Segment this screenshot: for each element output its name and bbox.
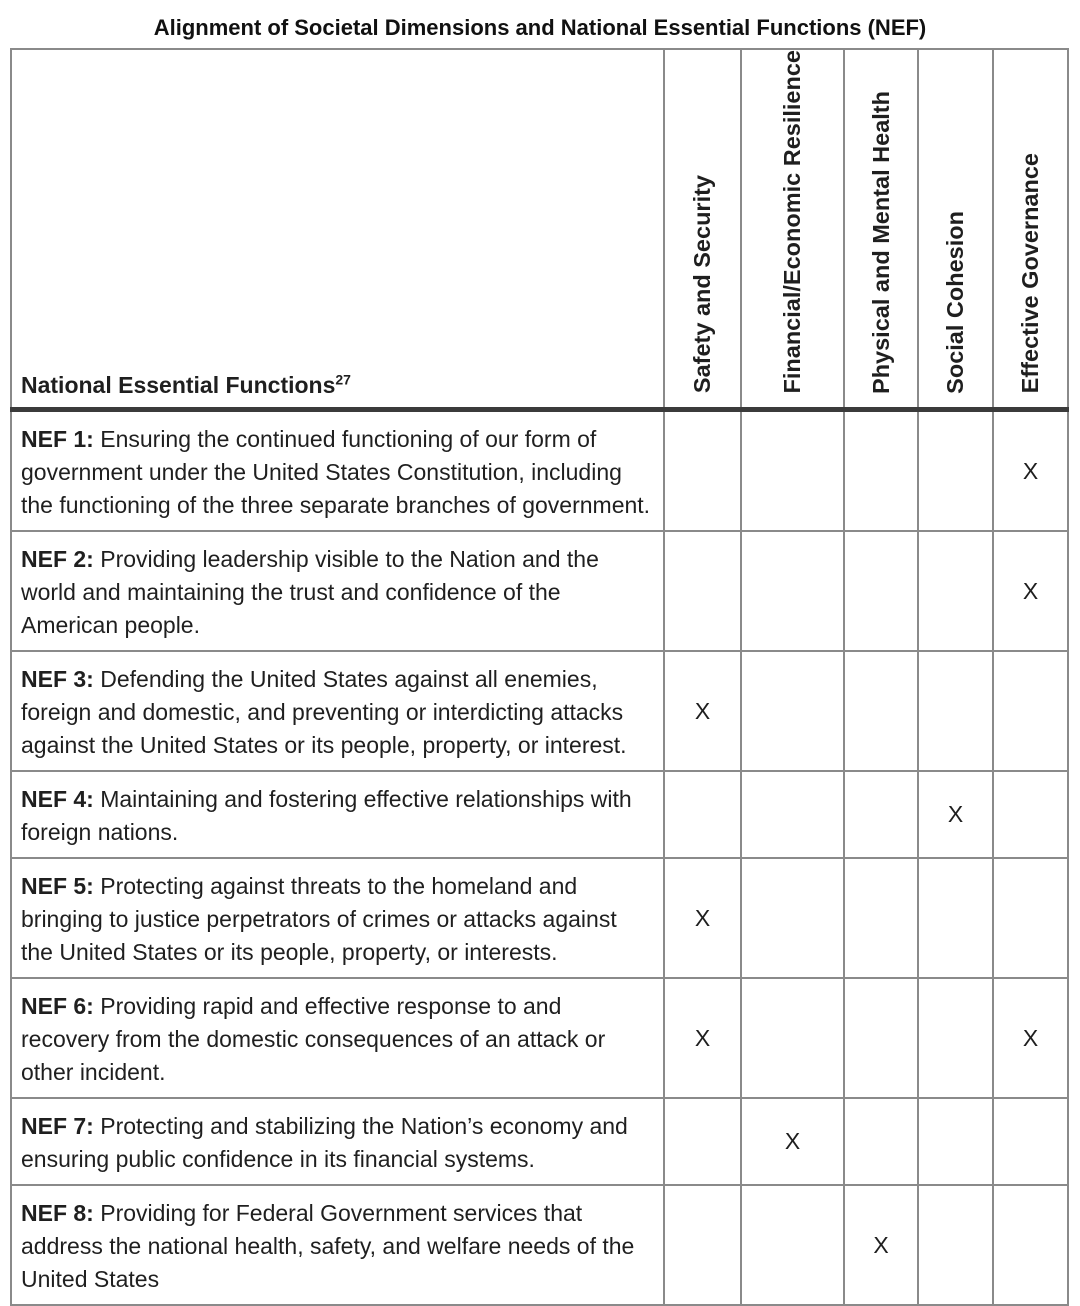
column-header-financial-economic-resilience	[741, 49, 844, 410]
mark-cell	[844, 858, 918, 978]
mark-cell	[741, 771, 844, 858]
row-header-footnote: 27	[335, 371, 351, 388]
mark-cell	[664, 410, 741, 532]
column-header-safety-and-security	[664, 49, 741, 410]
nef-description-cell	[11, 1098, 664, 1185]
mark-cell	[918, 858, 993, 978]
mark-cell	[741, 410, 844, 532]
mark-cell: X	[993, 531, 1068, 651]
nef-description-cell	[11, 1185, 664, 1305]
mark-cell	[993, 858, 1068, 978]
mark-cell	[844, 1098, 918, 1185]
nef-description-cell	[11, 858, 664, 978]
mark-cell: X	[993, 978, 1068, 1098]
table-row-nef-2	[11, 531, 1068, 651]
table-row-nef-1	[11, 410, 1068, 532]
mark-cell: X	[844, 1185, 918, 1305]
nef-description-cell	[11, 410, 664, 532]
header-row	[11, 49, 1068, 410]
mark-cell	[844, 651, 918, 771]
mark-cell: X	[993, 410, 1068, 532]
nef-description-text: Providing rapid and effective response to and recovery from the domestic consequences of an attack or other incident.	[21, 993, 606, 1086]
nef-label: NEF 6:	[21, 993, 94, 1020]
mark-cell	[664, 1098, 741, 1185]
nef-description-cell	[11, 978, 664, 1098]
mark-cell	[993, 1185, 1068, 1305]
column-header-social-cohesion	[918, 49, 993, 410]
table-row-nef-4	[11, 771, 1068, 858]
mark-cell	[918, 978, 993, 1098]
table-row-nef-7	[11, 1098, 1068, 1185]
column-header-label: Safety and Security	[689, 175, 716, 394]
row-header-label: National Essential Functions	[21, 372, 336, 399]
mark-cell	[993, 651, 1068, 771]
mark-cell	[741, 531, 844, 651]
mark-cell: X	[664, 978, 741, 1098]
nef-description-text: Ensuring the continued functioning of our form of government under the United States Constitution, including the functioning of the three separate branches of government.	[21, 426, 651, 519]
nef-description-text: Protecting and stabilizing the Nation’s economy and ensuring public confidence in its financial systems.	[21, 1113, 628, 1173]
nef-description-text: Defending the United States against all enemies, foreign and domestic, and preventing or interdicting attacks against the United States or its people, property, or interest.	[21, 666, 627, 759]
mark-cell	[918, 1098, 993, 1185]
mark-cell: X	[741, 1098, 844, 1185]
table-row-nef-5	[11, 858, 1068, 978]
nef-label: NEF 8:	[21, 1200, 94, 1227]
table-row-nef-6	[11, 978, 1068, 1098]
mark-cell	[993, 1098, 1068, 1185]
mark-cell	[844, 410, 918, 532]
column-header-label: Effective Governance	[1017, 153, 1044, 394]
mark-cell	[993, 771, 1068, 858]
nef-description-text: Protecting against threats to the homeland and bringing to justice perpetrators of crimes or attacks against the United States or its people, property, or interests.	[21, 873, 617, 966]
mark-cell	[741, 1185, 844, 1305]
nef-description-text: Providing leadership visible to the Nation and the world and maintaining the trust and confidence of the American people.	[21, 546, 599, 639]
mark-cell	[918, 531, 993, 651]
column-header-label: Physical and Mental Health	[867, 90, 894, 394]
nef-label: NEF 5:	[21, 873, 94, 900]
nef-label: NEF 1:	[21, 426, 94, 453]
nef-description-cell	[11, 651, 664, 771]
column-header-physical-and-mental-health	[844, 49, 918, 410]
table-row-nef-8	[11, 1185, 1068, 1305]
table-title: Alignment of Societal Dimensions and National Essential Functions (NEF)	[153, 15, 927, 40]
mark-cell: X	[918, 771, 993, 858]
column-header-label: Social Cohesion	[942, 210, 969, 394]
mark-cell: X	[664, 651, 741, 771]
nef-description-text: Providing for Federal Government services that address the national health, safety, and welfare needs of the United States	[21, 1200, 635, 1293]
nef-label: NEF 7:	[21, 1113, 94, 1140]
column-header-effective-governance	[993, 49, 1068, 410]
nef-label: NEF 2:	[21, 546, 94, 573]
column-header-label: Financial/Economic Resilience	[779, 50, 806, 394]
nef-description-text: Maintaining and fostering effective relationships with foreign nations.	[21, 786, 632, 846]
mark-cell: X	[664, 858, 741, 978]
nef-description-cell	[11, 771, 664, 858]
mark-cell	[844, 531, 918, 651]
nef-description-cell	[11, 531, 664, 651]
nef-label: NEF 4:	[21, 786, 94, 813]
row-header-cell	[11, 49, 664, 410]
mark-cell	[741, 978, 844, 1098]
nef-label: NEF 3:	[21, 666, 94, 693]
mark-cell	[741, 651, 844, 771]
mark-cell	[918, 651, 993, 771]
mark-cell	[664, 1185, 741, 1305]
nef-alignment-table	[10, 48, 1069, 1306]
mark-cell	[918, 410, 993, 532]
mark-cell	[844, 771, 918, 858]
mark-cell	[918, 1185, 993, 1305]
mark-cell	[844, 978, 918, 1098]
mark-cell	[741, 858, 844, 978]
mark-cell	[664, 771, 741, 858]
mark-cell	[664, 531, 741, 651]
table-row-nef-3	[11, 651, 1068, 771]
